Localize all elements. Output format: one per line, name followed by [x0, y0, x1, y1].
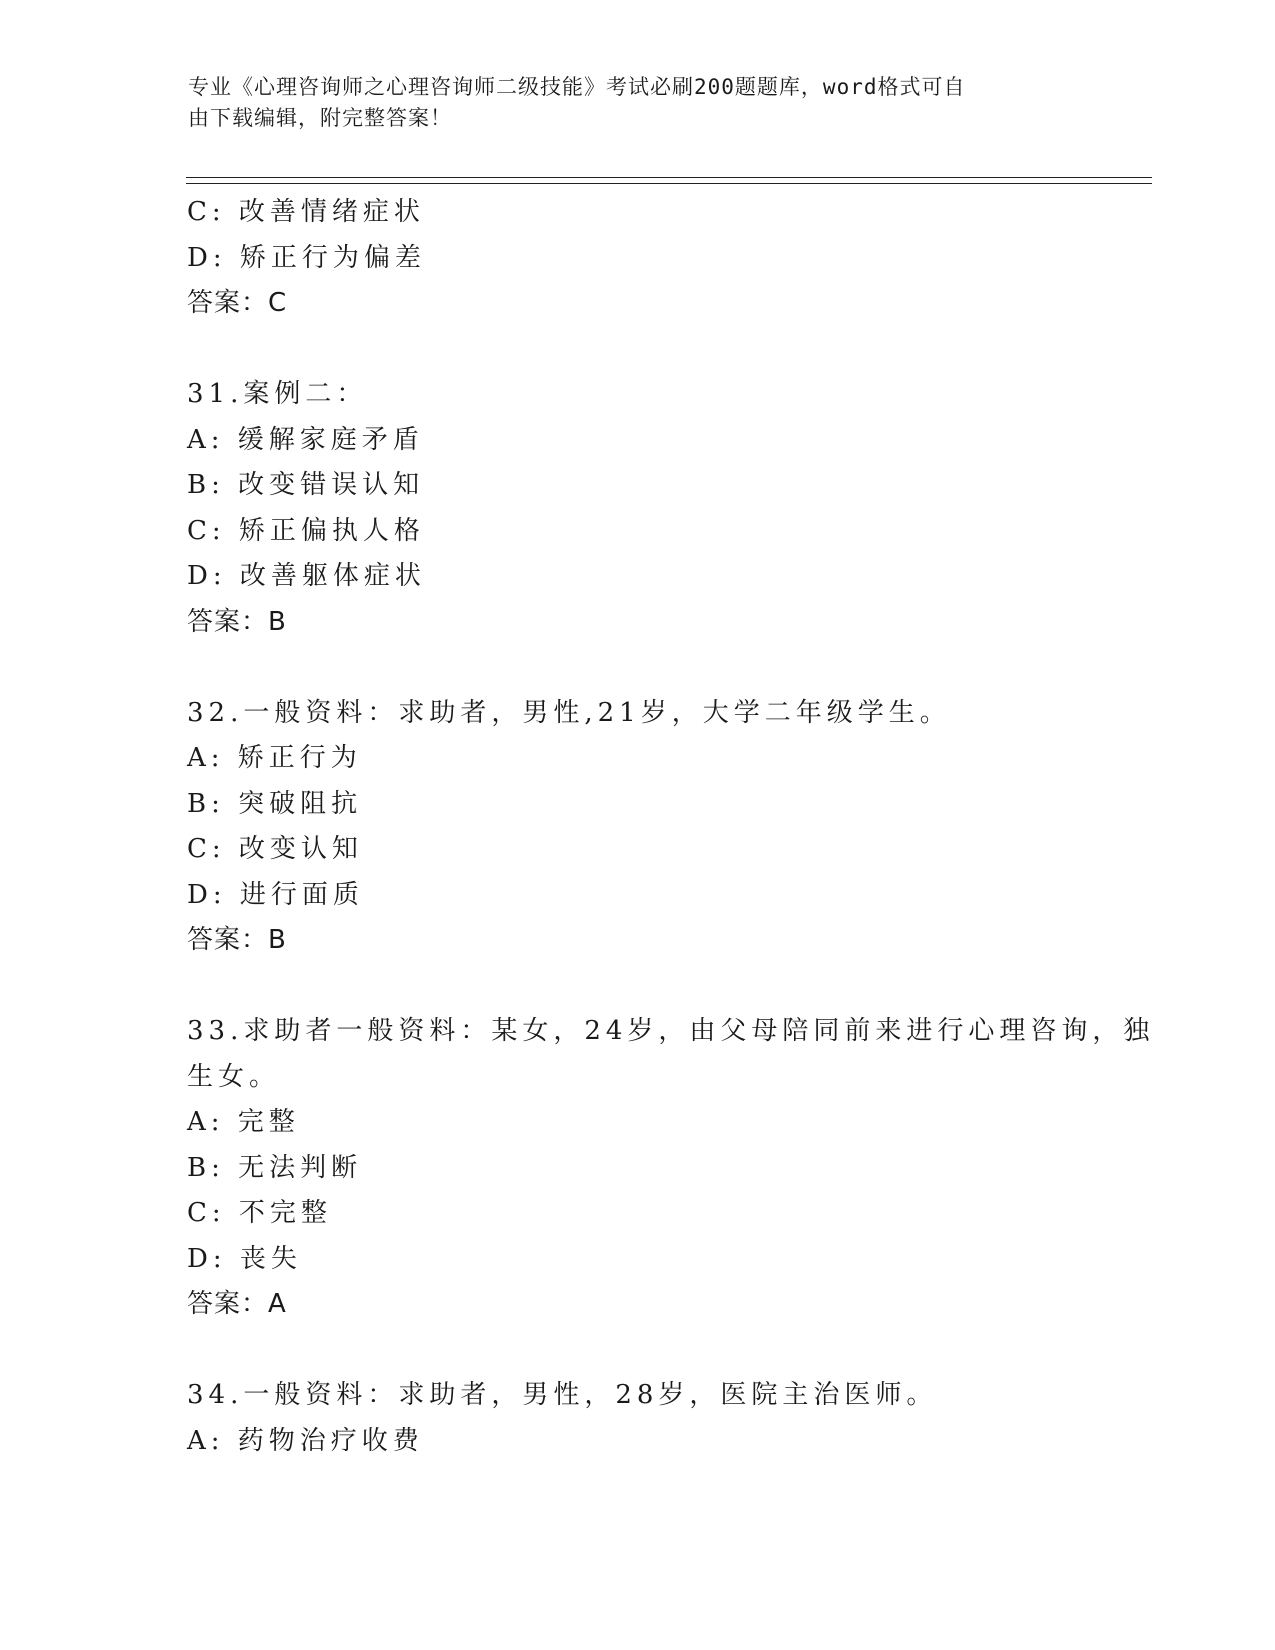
- option-line: A: 药物治疗收费: [187, 1425, 424, 1456]
- option-line: D: 丧失: [187, 1243, 302, 1274]
- option-line: D: 改善躯体症状: [187, 561, 426, 591]
- spacer: [187, 1328, 1087, 1374]
- answer-line: 答案：C: [187, 288, 288, 318]
- question-list: [187, 190, 1155, 1464]
- option-line: B: 无法判断: [187, 1152, 363, 1183]
- option-line: C: 矫正偏执人格: [187, 515, 425, 546]
- question-text: 生女。: [187, 1061, 281, 1092]
- option-line: A: 矫正行为: [187, 743, 362, 773]
- option-line: C: 不完整: [187, 1198, 332, 1228]
- header-line-1: 专业《心理咨询师之心理咨询师二级技能》考试必刷200题题库，word格式可自: [188, 75, 966, 99]
- option-line: D: 矫正行为偏差: [187, 242, 426, 273]
- header-divider-bottom: [186, 183, 1152, 184]
- option-line: A: 完整: [187, 1107, 300, 1137]
- question-text: 32.一般资料：求助者，男性,21岁，大学二年级学生。: [187, 697, 951, 728]
- option-line: B: 改变错误认知: [187, 470, 425, 500]
- spacer: [187, 327, 1087, 373]
- question-text: 33.求助者一般资料：某女，24岁，由父母陪同前来进行心理咨询，独: [187, 1016, 1155, 1046]
- header-divider-top: [186, 177, 1152, 178]
- option-line: D: 进行面质: [187, 879, 364, 910]
- option-line: A: 缓解家庭矛盾: [187, 424, 424, 455]
- header-line-2: 由下载编辑，附完整答案！: [188, 106, 452, 130]
- option-line: C: 改变认知: [187, 834, 363, 864]
- question-text: 31.案例二：: [187, 379, 368, 409]
- answer-line: 答案：A: [187, 1289, 287, 1319]
- answer-line: 答案：B: [187, 606, 287, 637]
- document-header: [188, 72, 1068, 134]
- spacer: [187, 645, 1087, 691]
- option-line: C: 改善情绪症状: [187, 197, 425, 227]
- spacer: [187, 964, 1087, 1010]
- question-text: 34.一般资料：求助者，男性，28岁，医院主治医师。: [187, 1380, 938, 1410]
- answer-line: 答案：B: [187, 925, 287, 955]
- option-line: B: 突破阻抗: [187, 788, 363, 819]
